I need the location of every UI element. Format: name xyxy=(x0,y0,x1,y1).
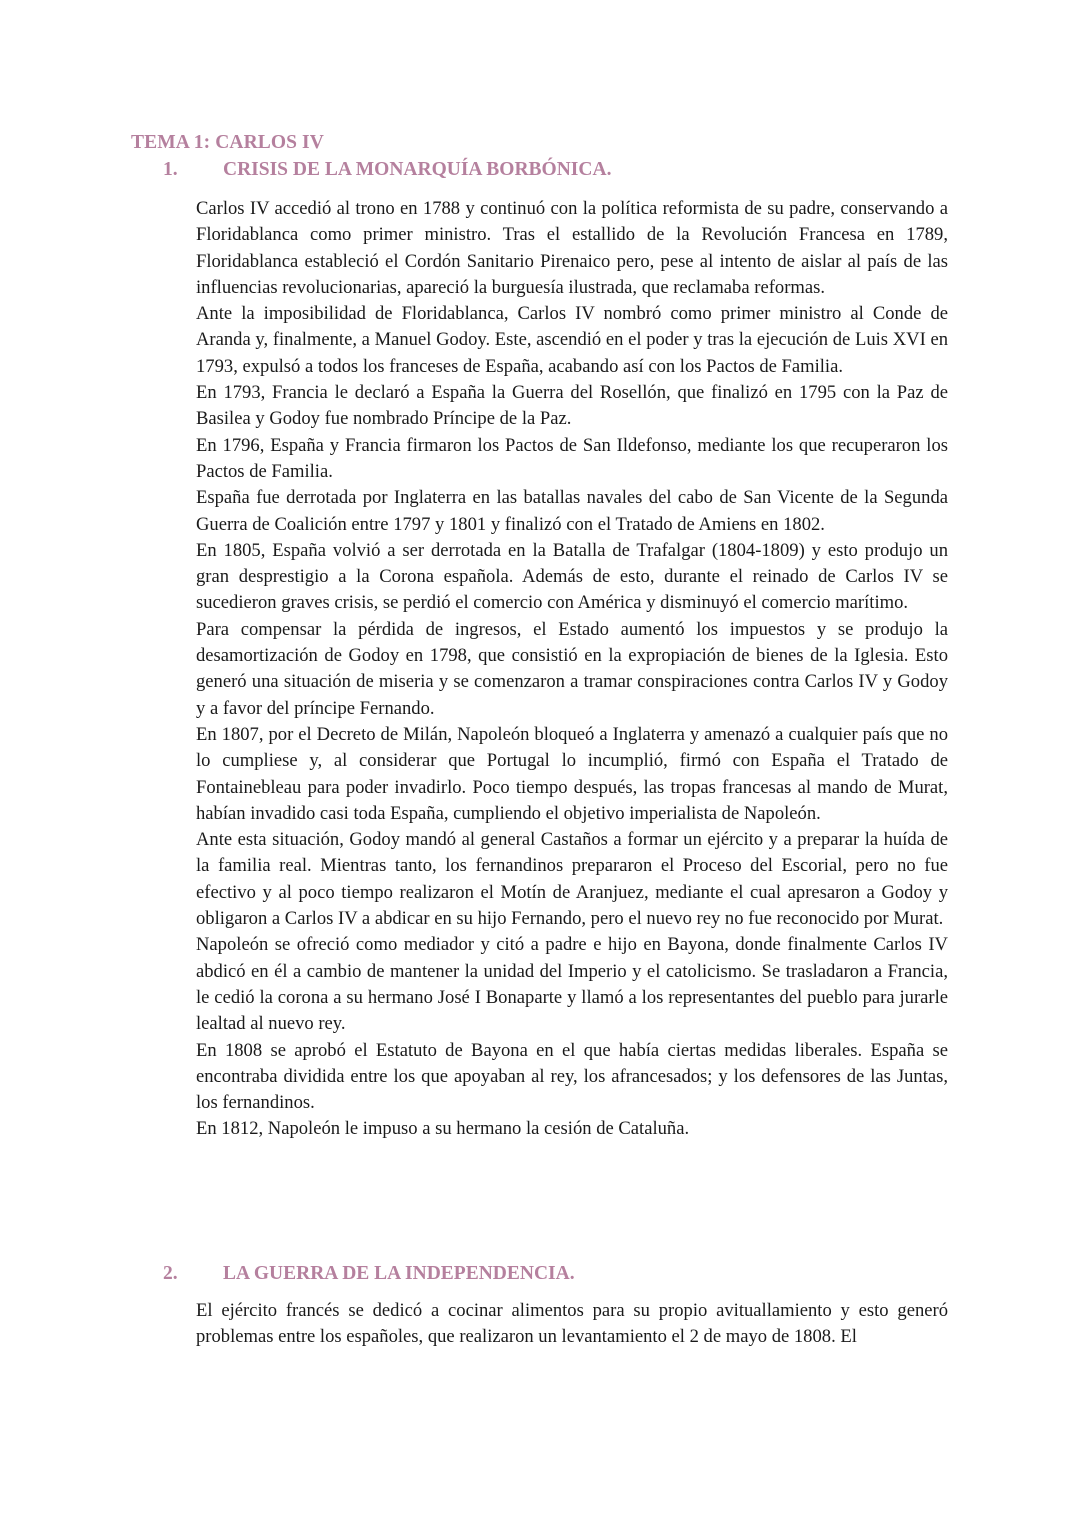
section-heading-1 xyxy=(163,158,611,182)
section-body-2 xyxy=(196,1298,948,1351)
paragraph: España fue derrotada por Inglaterra en las batallas navales del cabo de San Vicente de la Segunda Guerra de Coalición entre 1797 y 1801 y finalizó con el Tratado de Amiens en 1802. xyxy=(196,487,948,535)
paragraph: El ejército francés se dedicó a cocinar alimentos para su propio avituallamiento y esto generó problemas entre los españoles, que realizaron un levantamiento el 2 de mayo de 1808. El xyxy=(196,1300,948,1348)
paragraph: Ante la imposibilidad de Floridablanca, Carlos IV nombró como primer ministro al Conde de Aranda y, finalmente, a Manuel Godoy. Este, ascendió en el poder y tras la ejecución de Luis XVI en 1793, expulsó a todos los franceses de España, acabando así con los Pactos de Familia. xyxy=(196,303,948,377)
paragraph: En 1812, Napoleón le impuso a su hermano la cesión de Cataluña. xyxy=(196,1118,690,1140)
paragraph: Napoleón se ofreció como mediador y citó a padre e hijo en Bayona, donde finalmente Carlos IV abdicó en él a cambio de mantener la unidad del Imperio y el catolicismo. Se trasladaron a Francia, le cedió la corona a su hermano José I Bonaparte y llamó a los representantes del pueblo para jurarle lealtad al nuevo rey. xyxy=(196,934,948,1035)
paragraph: En 1805, España volvió a ser derrotada en la Batalla de Trafalgar (1804-1809) y esto produjo un gran desprestigio a la Corona española. Además de esto, durante el reinado de Carlos IV se sucedieron graves crisis, se perdió el comercio con América y disminuyó el comercio marítimo. xyxy=(196,539,948,614)
paragraph: En 1807, por el Decreto de Milán, Napoleón bloqueó a Inglaterra y amenazó a cualquier país que no lo cumpliese y, al considerar que Portugal lo incumplió, firmó con España el Tratado de Fontainebleau para poder invadirlo. Poco tiempo después, las tropas francesas al mando de Murat, habían invadido casi toda España, cumpliendo el objetivo imperialista de Napoleón. xyxy=(196,723,948,824)
paragraph: En 1796, España y Francia firmaron los Pactos de San Ildefonso, mediante los que recuperaron los Pactos de Familia. xyxy=(196,434,948,482)
paragraph: En 1808 se aprobó el Estatuto de Bayona en el que había ciertas medidas liberales. España se encontraba dividida entre los que apoyaban al rey, los afrancesados; y los defensores de las Juntas, los fernandinos. xyxy=(196,1039,948,1114)
section-title: CRISIS DE LA MONARQUÍA BORBÓNICA. xyxy=(223,159,612,180)
paragraph: Para compensar la pérdida de ingresos, el Estado aumentó los impuestos y se produjo la desamortización de Godoy en 1798, que consistió en la expropiación de bienes de la Iglesia. Esto generó una situación de miseria y se comenzaron a tramar conspiraciones contra Carlos IV y Godoy y a favor del príncipe Fernando. xyxy=(196,618,948,719)
paragraph: En 1793, Francia le declaró a España la Guerra del Rosellón, que finalizó en 1795 con la Paz de Basilea y Godoy fue nombrado Príncipe de la Paz. xyxy=(196,382,948,430)
document-title: TEMA 1: CARLOS IV xyxy=(131,132,324,153)
section-body-1 xyxy=(196,196,948,1143)
paragraph: Carlos IV accedió al trono en 1788 y continuó con la política reformista de su padre, conservando a Floridablanca como primer ministro. Tras el estallido de la Revolución Francesa en 1789, Floridablanca estableció el Cordón Sanitario Pirenaico pero, pese al intento de aislar al país de las influencias revolucionarias, apareció la burguesía ilustrada, que reclamaba reformas. xyxy=(196,198,948,298)
section-title: LA GUERRA DE LA INDEPENDENCIA. xyxy=(223,1263,575,1284)
section-number: 1. xyxy=(163,159,178,180)
section-number: 2. xyxy=(163,1263,178,1284)
section-heading-2 xyxy=(163,1262,575,1286)
paragraph: Ante esta situación, Godoy mandó al general Castaños a formar un ejército y a preparar la huída de la familia real. Mientras tanto, los fernandinos prepararon el Proceso del Escorial, pero no fue efectivo y al poco tiempo realizaron el Motín de Aranjuez, mediante el cual apresaron a Godoy y obligaron a Carlos IV a abdicar en su hijo Fernando, pero el nuevo rey no fue reconocido por Murat. xyxy=(196,829,948,930)
